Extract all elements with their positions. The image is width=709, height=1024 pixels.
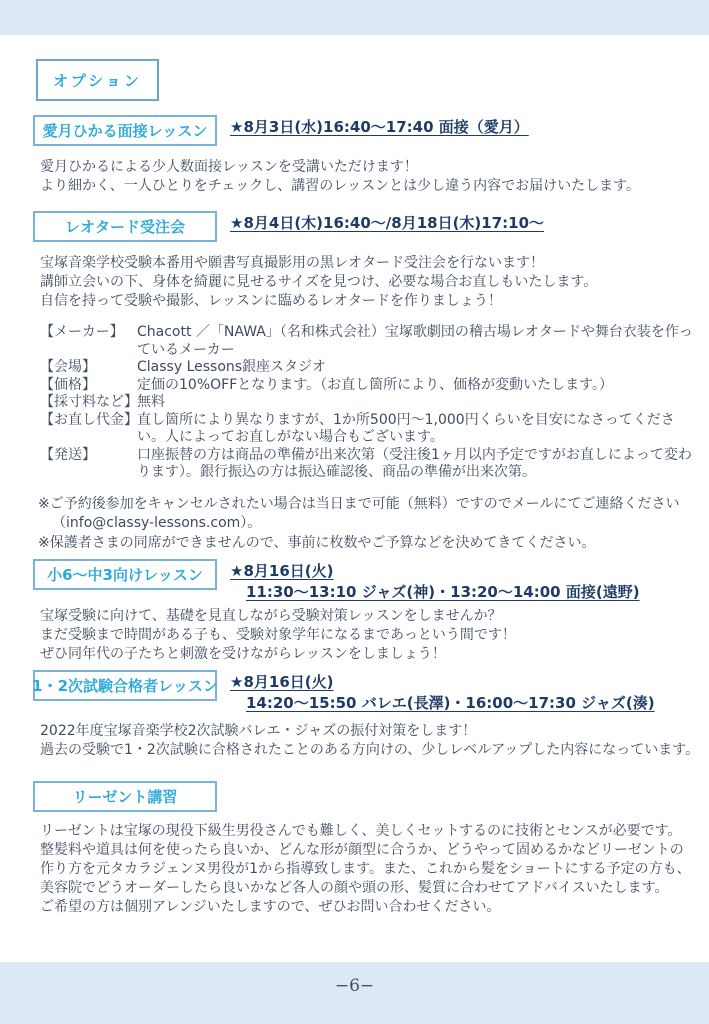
detail-label: 【発送】 — [40, 446, 96, 463]
schedule-line: 14:20〜15:50 バレエ(長澤)・16:00〜17:30 ジャズ(湊) — [246, 694, 655, 712]
detail-value: 口座振替の方は商品の準備が出来次第（受注後1ヶ月以内予定ですがお直しによって変わります）。銀行振込の方は振込確認後、商品の準備が出来次第。 — [137, 446, 692, 480]
detail-row — [40, 394, 701, 412]
section-schedule — [230, 115, 529, 138]
section-body-leotard — [40, 254, 701, 311]
detail-row — [40, 359, 701, 377]
detail-label: 【お直し代金】 — [40, 411, 138, 428]
body-line: より細かく、一人ひとりをチェックし、講習のレッスンとは少し違う内容でお届けいたします。 — [40, 178, 641, 194]
detail-label: 【会場】 — [40, 359, 96, 375]
body-line: 作り方を元タカラジェンヌ男役が1から指導致します。また、これから髪をショートにする予定の方も、 — [40, 861, 691, 877]
detail-label: 【採寸料など】 — [40, 394, 138, 410]
body-line: 宝塚受験に向けて、基礎を見直しながら受験対策レッスンをしませんか？ — [40, 608, 502, 624]
schedule-line: ★8月16日(火) — [230, 562, 334, 580]
section-title-box — [33, 559, 217, 590]
body-line: まだ受験まで時間がある子も、受験対象学年になるまであっという間です！ — [40, 627, 516, 643]
section-schedule — [230, 670, 655, 714]
section-title: 1・2次試験合格者レッスン — [32, 677, 218, 695]
detail-value: Chacott ／「NAWA」（名和株式会社）宝塚歌劇団の稽古場レオタードや舞台衣装を作っているメーカー — [137, 324, 693, 358]
section-title: レオタード受注会 — [64, 218, 185, 236]
body-line: 自信を持って受験や撮影、レッスンに臨めるレオタードを作りましょう！ — [40, 293, 502, 309]
leotard-notes — [38, 495, 701, 554]
section-schedule — [230, 211, 544, 234]
section-title-box — [33, 115, 217, 146]
body-line: 過去の受験で1・2次試験に合格されたことのある方向けの、少しレベルアップした内容になっています。 — [40, 742, 700, 758]
section-schedule — [230, 559, 640, 603]
section-title: リーゼント講習 — [72, 788, 178, 806]
detail-row — [40, 412, 701, 447]
section-body-passers — [40, 722, 701, 760]
detail-label: 【メーカー】 — [40, 324, 124, 340]
body-line: リーゼントは宝塚の現役下級生男役さんでも難しく、美しくセットするのに技術とセンスが必要です。 — [40, 823, 682, 839]
body-line: ご希望の方は個別アレンジいたしますので、ぜひお問い合わせください。 — [40, 899, 501, 915]
section-title-box — [33, 670, 217, 701]
section-header-row-junior — [33, 559, 709, 603]
schedule-line: ★8月4日(木)16:40〜/8月18日(木)17:10〜 — [230, 214, 545, 232]
detail-label: 【価格】 — [40, 376, 96, 393]
options-heading-label: オプション — [53, 71, 142, 90]
schedule-line: ★8月3日(水)16:40〜17:40 面接（愛月） — [230, 118, 529, 136]
note-line: ※ご予約後参加をキャンセルされたい場合は当日まで可能（無料）ですのでメールにてご連絡ください（info@classy-lessons.com）。 — [38, 495, 680, 531]
leotard-details-list — [40, 324, 701, 482]
detail-value: 定価の10%OFFとなります。（お直し箇所により、価格が変動いたします。） — [137, 376, 614, 393]
section-title-box — [33, 211, 217, 242]
body-line: 愛月ひかるによる少人数面接レッスンを受講いただけます！ — [40, 159, 418, 175]
options-heading-box — [36, 59, 159, 101]
section-title: 小6〜中3向けレッスン — [47, 566, 203, 584]
section-title: 愛月ひかる面接レッスン — [42, 122, 208, 140]
section-header-row-aizuki — [33, 115, 709, 146]
detail-value: 直し箇所により異なりますが、1か所500円〜1,000円くらいを目安になさってください。人によってお直しがない場合もございます。 — [137, 411, 675, 445]
section-header-row-regent — [33, 781, 709, 812]
body-line: 講師立会いの下、身体を綺麗に見せるサイズを見つけ、必要な場合お直しもいたします。 — [40, 274, 598, 290]
body-line: 整髪料や道具は何を使ったら良いか、どんな形が顔型に合うか、どうやって固めるかなどリーゼントの — [40, 842, 684, 858]
detail-value: Classy Lessons銀座スタジオ — [137, 359, 327, 375]
section-body-junior — [40, 607, 701, 664]
detail-row — [40, 324, 701, 359]
section-title-box — [33, 781, 217, 812]
section-body-regent — [40, 823, 701, 918]
body-line: 2022年度宝塚音楽学校2次試験バレエ・ジャズの振付対策をします！ — [40, 723, 477, 739]
body-line: 美容院でどうオーダーしたら良いかなど各人の顔や頭の形、髪質に合わせてアドバイスいたします。 — [40, 880, 669, 896]
section-header-row-leotard — [33, 211, 709, 242]
page-number: −6− — [334, 976, 375, 996]
top-margin-band — [0, 0, 709, 35]
section-header-row-passers — [33, 670, 709, 714]
section-body-aizuki — [40, 158, 701, 196]
detail-row — [40, 377, 701, 395]
detail-row — [40, 447, 701, 482]
note-line: ※保護者さまの同席ができませんので、事前に枚数やご予算などを決めてきてください。 — [38, 534, 596, 551]
detail-value: 無料 — [137, 394, 165, 410]
page-content — [0, 35, 709, 962]
schedule-line: 11:30〜13:10 ジャズ(神)・13:20〜14:00 面接(遠野) — [246, 583, 640, 601]
bottom-margin-band — [0, 962, 709, 1024]
body-line: 宝塚音楽学校受験本番用や願書写真撮影用の黒レオタード受注会を行ないます！ — [40, 255, 544, 271]
body-line: ぜひ同年代の子たちと刺激を受けながらレッスンをしましょう！ — [40, 646, 446, 662]
schedule-line: ★8月16日(火) — [230, 673, 334, 691]
